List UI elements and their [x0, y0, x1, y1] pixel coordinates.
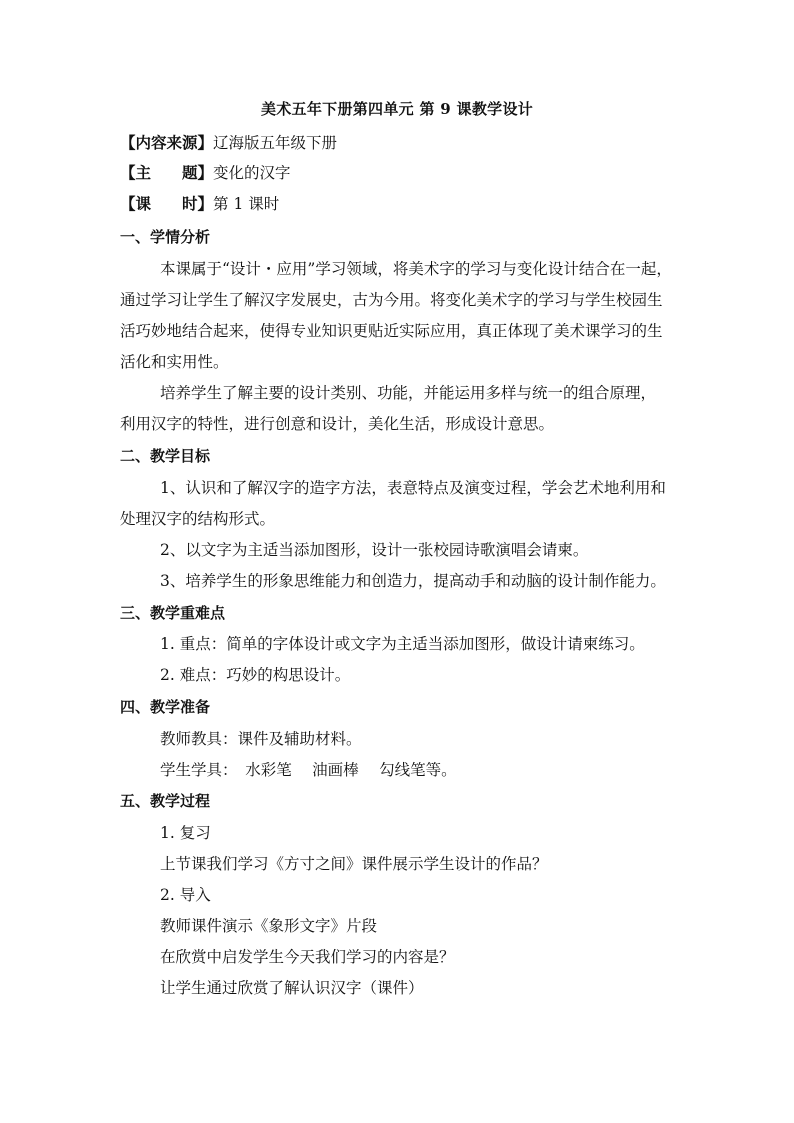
section-heading-preparation: 四、教学准备: [120, 698, 211, 716]
meta-topic: [120, 163, 291, 183]
process-line-3: 2. 导入: [160, 886, 211, 904]
section-heading-process: 五、教学过程: [120, 792, 211, 810]
process-line-4: 教师课件演示《象形文字》片段: [160, 917, 378, 935]
analysis-line-4: 活化和实用性。: [120, 353, 229, 371]
analysis-line-2: 通过学习让学生了解汉字发展史，古为今用。将变化美术字的学习与学生校园生: [120, 291, 663, 309]
section-heading-goals: 二、教学目标: [120, 447, 211, 465]
section-heading-analysis: 一、学情分析: [120, 228, 211, 246]
key-point-item-2: 2. 难点：巧妙的构思设计。: [160, 666, 351, 684]
process-line-2: 上节课我们学习《方寸之间》课件展示学生设计的作品？: [160, 855, 548, 873]
process-line-1: 1. 复习: [160, 824, 211, 842]
meta-source-label: 【内容来源】: [120, 133, 214, 152]
goal-item-3: 3、培养学生的形象思维能力和创造力，提高动手和动脑的设计制作能力。: [160, 572, 666, 590]
key-point-item-1: 1. 重点：简单的字体设计或文字为主适当添加图形，做设计请柬练习。: [160, 635, 645, 653]
document-title: 美术五年下册第四单元 第 9 课教学设计: [260, 100, 534, 118]
section-heading-key-points: 三、教学重难点: [120, 604, 226, 622]
meta-source: [120, 133, 337, 153]
analysis-line-3: 活巧妙地结合起来，使得专业知识更贴近实际应用，真正体现了美术课学习的生: [120, 322, 663, 340]
meta-topic-label: 【主 题】: [120, 163, 214, 182]
preparation-student: 学生学具： 水彩笔 油画棒 勾线笔等。: [160, 761, 457, 779]
meta-source-value: 辽海版五年级下册: [213, 134, 338, 152]
process-line-6: 让学生通过欣赏了解认识汉字（课件）: [160, 979, 424, 997]
meta-period-value: 第 1 课时: [213, 195, 280, 213]
meta-period-label: 【课 时】: [120, 194, 214, 213]
goal-item-2: 2、以文字为主适当添加图形，设计一张校园诗歌演唱会请柬。: [160, 541, 589, 559]
analysis-line-6: 利用汉字的特性，进行创意和设计，美化生活，形成设计意思。: [120, 415, 555, 433]
goal-item-1-cont: 处理汉字的结构形式。: [120, 510, 276, 528]
meta-topic-value: 变化的汉字: [213, 164, 291, 182]
analysis-line-1: 本课属于“设计・应用”学习领域，将美术字的学习与变化设计结合在一起，: [160, 260, 672, 278]
preparation-teacher: 教师教具：课件及辅助材料。: [160, 730, 362, 748]
meta-period: [120, 194, 279, 214]
goal-item-1: 1、认识和了解汉字的造字方法，表意特点及演变过程，学会艺术地利用和: [160, 479, 666, 497]
analysis-line-5: 培养学生了解主要的设计类别、功能，并能运用多样与统一的组合原理，: [160, 384, 657, 402]
process-line-5: 在欣赏中启发学生今天我们学习的内容是？: [160, 948, 455, 966]
